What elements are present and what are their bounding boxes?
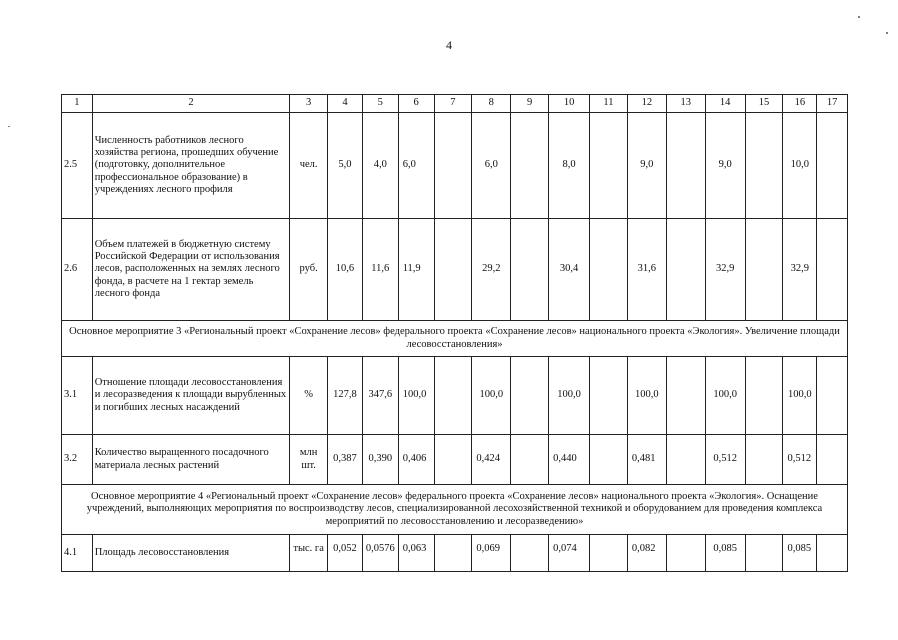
unit-cell: чел. <box>290 113 328 219</box>
value-cell-col4: 5,0 <box>328 113 363 219</box>
value-cell-col5: 347,6 <box>362 357 398 435</box>
table-row <box>62 357 848 435</box>
empty-cell <box>817 435 848 485</box>
header-cell: 17 <box>817 95 848 113</box>
header-cell: 14 <box>705 95 745 113</box>
value-cell-col16: 10,0 <box>783 113 817 219</box>
empty-cell <box>745 113 783 219</box>
empty-cell <box>434 219 472 321</box>
value-cell-col14: 32,9 <box>705 219 745 321</box>
header-cell: 10 <box>549 95 590 113</box>
empty-cell <box>434 357 472 435</box>
value-cell-col16: 0,512 <box>783 435 817 485</box>
value-cell-col5: 11,6 <box>362 219 398 321</box>
value-cell-col12: 0,082 <box>627 535 666 572</box>
empty-cell <box>511 357 549 435</box>
empty-cell <box>745 219 783 321</box>
empty-cell <box>590 113 628 219</box>
value-cell-col6: 0,063 <box>398 535 434 572</box>
empty-cell <box>745 435 783 485</box>
empty-cell <box>745 357 783 435</box>
indicator-name: Количество выращенного посадочного материала лесных растений <box>92 435 290 485</box>
page-number: 4 <box>446 38 452 52</box>
empty-cell <box>817 113 848 219</box>
scan-speck <box>858 16 860 18</box>
value-cell-col16: 32,9 <box>783 219 817 321</box>
unit-cell: % <box>290 357 328 435</box>
indicator-name: Отношение площади лесовосстановления и лесоразведения к площади вырубленных и погибших лесных насаждений <box>92 357 290 435</box>
value-cell-col8: 6,0 <box>472 113 511 219</box>
value-cell-col5: 4,0 <box>362 113 398 219</box>
header-cell: 7 <box>434 95 472 113</box>
value-cell-col4: 10,6 <box>328 219 363 321</box>
value-cell-col14: 9,0 <box>705 113 745 219</box>
unit-cell: млн шт. <box>290 435 328 485</box>
empty-cell <box>666 357 705 435</box>
empty-cell <box>666 535 705 572</box>
header-cell: 6 <box>398 95 434 113</box>
header-cell: 11 <box>590 95 628 113</box>
value-cell-col14: 0,512 <box>705 435 745 485</box>
empty-cell <box>511 113 549 219</box>
empty-cell <box>511 435 549 485</box>
empty-cell <box>590 219 628 321</box>
section-row <box>62 321 848 357</box>
value-cell-col5: 0,390 <box>362 435 398 485</box>
value-cell-col8: 29,2 <box>472 219 511 321</box>
unit-cell: тыс. га <box>290 535 328 572</box>
empty-cell <box>817 219 848 321</box>
value-cell-col12: 31,6 <box>627 219 666 321</box>
empty-cell <box>745 535 783 572</box>
value-cell-col4: 127,8 <box>328 357 363 435</box>
value-cell-col10: 0,440 <box>549 435 590 485</box>
value-cell-col16: 0,085 <box>783 535 817 572</box>
header-row <box>62 95 848 113</box>
section-title: Основное мероприятие 3 «Региональный проект «Сохранение лесов» федерального проекта «Сохранение лесов» национального проекта «Экология». Увеличение площади лесовосстановления» <box>62 321 848 357</box>
scan-speck <box>886 32 888 34</box>
header-cell: 12 <box>627 95 666 113</box>
header-cell: 8 <box>472 95 511 113</box>
row-number: 4.1 <box>62 535 93 572</box>
header-cell: 3 <box>290 95 328 113</box>
indicator-name: Площадь лесовосстановления <box>92 535 290 572</box>
header-cell: 16 <box>783 95 817 113</box>
empty-cell <box>434 113 472 219</box>
row-number: 2.5 <box>62 113 93 219</box>
value-cell-col10: 0,074 <box>549 535 590 572</box>
row-number: 2.6 <box>62 219 93 321</box>
indicators-table <box>61 94 848 572</box>
value-cell-col12: 9,0 <box>627 113 666 219</box>
header-cell: 4 <box>328 95 363 113</box>
row-number: 3.2 <box>62 435 93 485</box>
table-row <box>62 219 848 321</box>
empty-cell <box>817 535 848 572</box>
empty-cell <box>666 219 705 321</box>
value-cell-col14: 0,085 <box>705 535 745 572</box>
value-cell-col6: 100,0 <box>398 357 434 435</box>
empty-cell <box>511 219 549 321</box>
indicator-name: Объем платежей в бюджетную систему Российской Федерации от использования лесов, расположенных на землях лесного фонда, в расчете на 1 гектар земель лесного фонда <box>92 219 290 321</box>
empty-cell <box>590 435 628 485</box>
value-cell-col5: 0,0576 <box>362 535 398 572</box>
empty-cell <box>590 357 628 435</box>
value-cell-col4: 0,387 <box>328 435 363 485</box>
indicator-name: Численность работников лесного хозяйства региона, прошедших обучение (подготовку, дополнительное профессиональное образование) в учреждениях лесного профиля <box>92 113 290 219</box>
value-cell-col12: 0,481 <box>627 435 666 485</box>
scan-speck <box>8 126 10 127</box>
value-cell-col6: 11,9 <box>398 219 434 321</box>
header-cell: 1 <box>62 95 93 113</box>
row-number: 3.1 <box>62 357 93 435</box>
header-cell: 2 <box>92 95 290 113</box>
header-cell: 15 <box>745 95 783 113</box>
unit-cell: руб. <box>290 219 328 321</box>
header-cell: 13 <box>666 95 705 113</box>
table-row <box>62 435 848 485</box>
empty-cell <box>666 435 705 485</box>
value-cell-col12: 100,0 <box>627 357 666 435</box>
empty-cell <box>511 535 549 572</box>
value-cell-col8: 0,069 <box>472 535 511 572</box>
section-title: Основное мероприятие 4 «Региональный проект «Сохранение лесов» федерального проекта «Сохранение лесов» национального проекта «Экология». Оснащение учреждений, выполняющих мероприятия по воспроизводству лесов, специализированной лесохозяйственной техникой и оборудованием для проведения комплекса мероприятий по лесовосстановлению и лесоразведению» <box>62 485 848 535</box>
value-cell-col10: 100,0 <box>549 357 590 435</box>
empty-cell <box>434 535 472 572</box>
value-cell-col16: 100,0 <box>783 357 817 435</box>
empty-cell <box>666 113 705 219</box>
empty-cell <box>817 357 848 435</box>
table-row <box>62 535 848 572</box>
value-cell-col6: 0,406 <box>398 435 434 485</box>
value-cell-col10: 30,4 <box>549 219 590 321</box>
value-cell-col6: 6,0 <box>398 113 434 219</box>
value-cell-col14: 100,0 <box>705 357 745 435</box>
header-cell: 5 <box>362 95 398 113</box>
empty-cell <box>590 535 628 572</box>
value-cell-col8: 100,0 <box>472 357 511 435</box>
value-cell-col10: 8,0 <box>549 113 590 219</box>
empty-cell <box>434 435 472 485</box>
value-cell-col4: 0,052 <box>328 535 363 572</box>
value-cell-col8: 0,424 <box>472 435 511 485</box>
table-row <box>62 113 848 219</box>
header-cell: 9 <box>511 95 549 113</box>
section-row <box>62 485 848 535</box>
